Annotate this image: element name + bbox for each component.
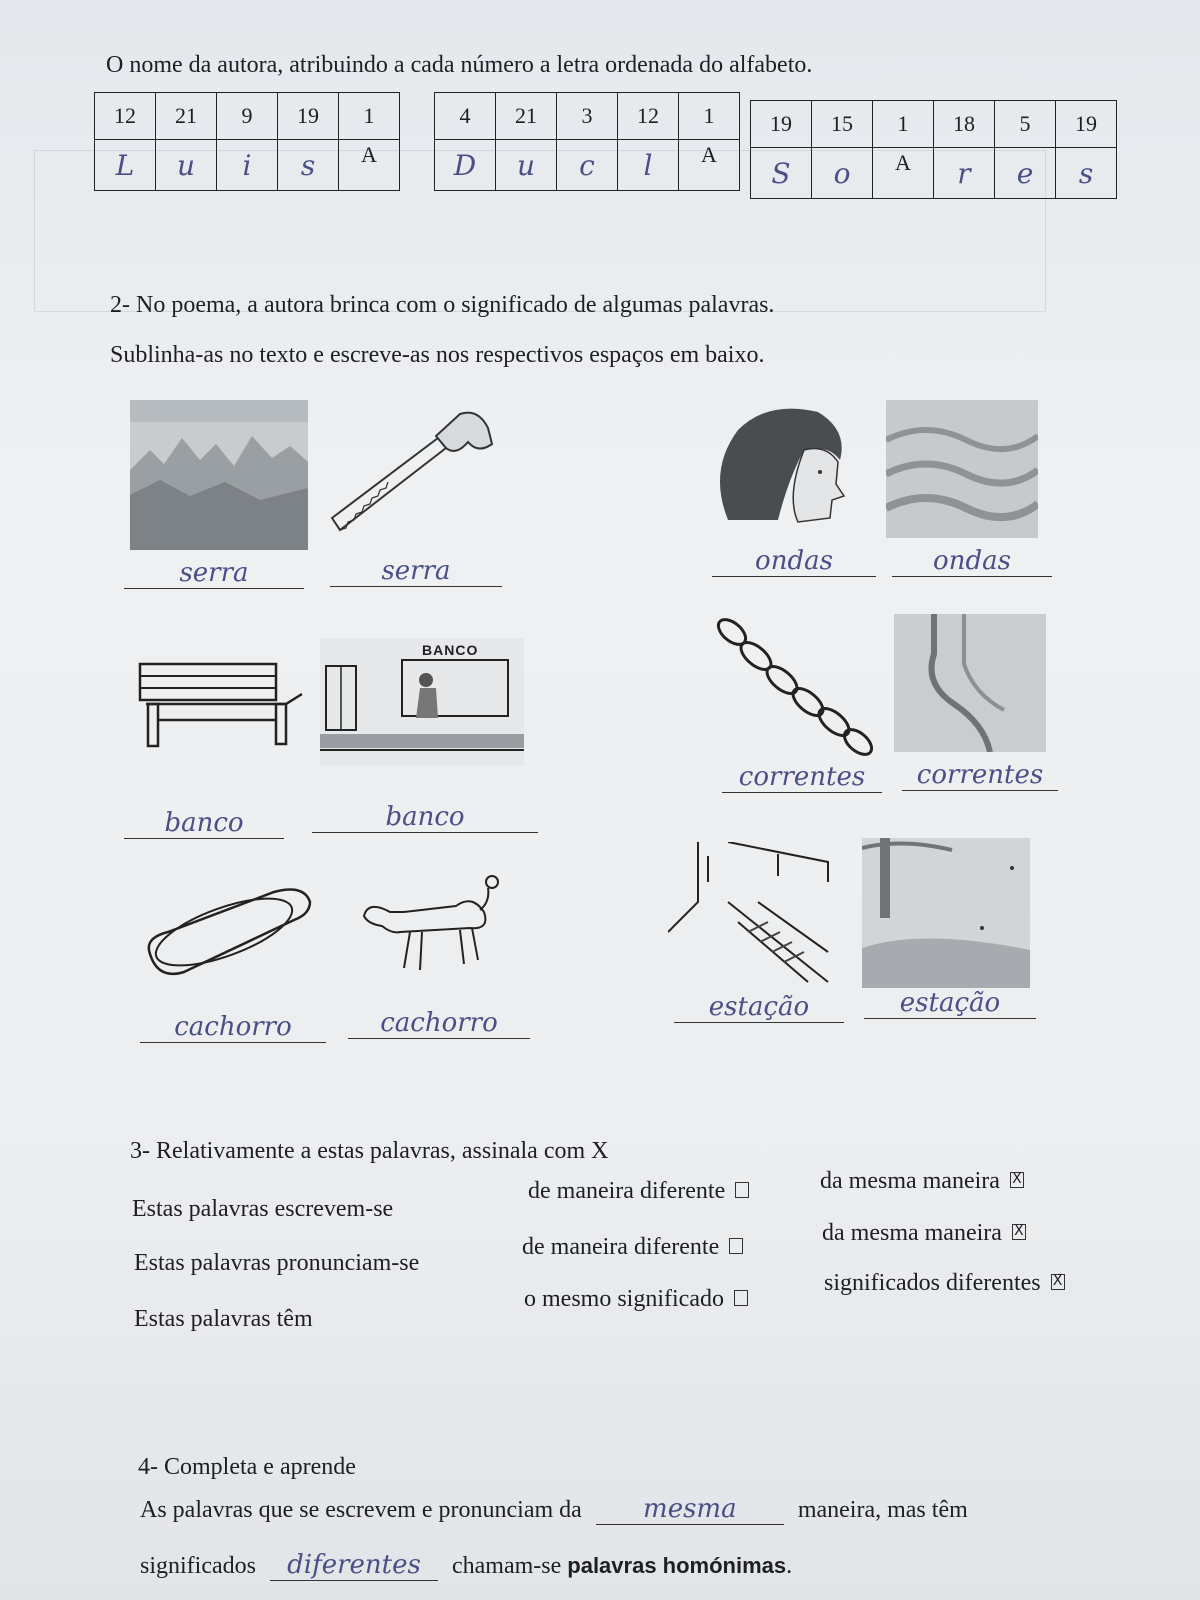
show-through-frame: [34, 150, 1046, 312]
mountains-picture: [130, 400, 308, 550]
row1-option-same[interactable]: [820, 1168, 1024, 1195]
answer-serra-saw[interactable]: serra: [330, 556, 502, 587]
section2-line1: 2- No poema, a autora brinca com o significado de algumas palavras.: [110, 292, 775, 318]
cipher-number: 12: [95, 93, 156, 140]
cipher-letter: D: [435, 140, 496, 191]
curly-hair-picture: [708, 400, 858, 535]
cipher-number: 1: [679, 93, 740, 140]
cipher-number: 9: [217, 93, 278, 140]
section1-instruction: O nome da autora, atribuindo a cada número a letra ordenada do alfabeto.: [106, 52, 813, 78]
saw-picture: [328, 408, 498, 534]
section4-text-part3: significados: [140, 1553, 256, 1579]
section4-line2: [140, 1550, 792, 1581]
cipher-letter: i: [217, 140, 278, 191]
row2-option1-label: de maneira diferente: [522, 1234, 720, 1260]
row3-option1-checkbox[interactable]: [734, 1290, 748, 1306]
cipher-number: 5: [995, 101, 1056, 148]
cipher-letter: u: [156, 140, 217, 191]
cipher-number: 4: [435, 93, 496, 140]
section4-period: .: [786, 1553, 793, 1579]
cipher-letter: A: [339, 140, 400, 191]
answer-ondas-sea[interactable]: ondas: [892, 546, 1052, 577]
answer-cachorro-hotdog[interactable]: cachorro: [140, 1012, 326, 1043]
cipher-letter: S: [751, 148, 812, 199]
answer-serra-mountain[interactable]: serra: [124, 558, 304, 589]
sea-waves-picture: [886, 400, 1038, 538]
hotdog-picture: [144, 880, 316, 982]
homonyms-term: palavras homónimas: [567, 1553, 787, 1578]
cipher-letter: l: [618, 140, 679, 191]
train-station-picture: [668, 842, 838, 992]
cipher-number: 1: [873, 101, 934, 148]
answer-banco-bench[interactable]: banco: [124, 808, 284, 839]
cipher-letter: e: [995, 148, 1056, 199]
row2-option2-checkbox[interactable]: X: [1012, 1224, 1026, 1240]
section2-line2: Sublinha-as no texto e escreve-as nos respectivos espaços em baixo.: [110, 342, 765, 368]
cipher-letter: A: [873, 148, 934, 199]
row3-option2-checkbox[interactable]: X: [1051, 1274, 1065, 1290]
answer-banco-bank[interactable]: banco: [312, 802, 538, 833]
section4-title: 4- Completa e aprende: [138, 1454, 356, 1480]
season-landscape-picture: [862, 838, 1030, 988]
bank-sign-label: BANCO: [422, 642, 479, 658]
row1-option2-label: da mesma maneira: [820, 1168, 1000, 1194]
cipher-number: 12: [618, 93, 679, 140]
row3-option1-label: o mesmo significado: [524, 1286, 724, 1312]
cipher-number: 21: [156, 93, 217, 140]
answer-ondas-hair[interactable]: ondas: [712, 546, 876, 577]
row1-option2-checkbox[interactable]: X: [1010, 1172, 1024, 1188]
cipher-number: 21: [496, 93, 557, 140]
cipher-number: 19: [1056, 101, 1117, 148]
fill-blank-diferentes[interactable]: diferentes: [270, 1550, 438, 1581]
bench-picture: [136, 660, 306, 752]
row2-label: Estas palavras pronunciam-se: [134, 1250, 420, 1276]
water-current-picture: [894, 614, 1046, 752]
section4-text-part1: As palavras que se escrevem e pronunciam da: [140, 1497, 582, 1523]
answer-estacao-train[interactable]: estação: [674, 992, 844, 1023]
section4-text-part4: chamam-se: [451, 1553, 562, 1579]
cipher-number: 3: [557, 93, 618, 140]
row2-option-same[interactable]: [822, 1220, 1026, 1247]
answer-correntes-chain[interactable]: correntes: [722, 762, 882, 793]
cipher-letter: A: [679, 140, 740, 191]
row3-option-same-meaning[interactable]: [524, 1286, 748, 1313]
cipher-letter: s: [1056, 148, 1117, 199]
section4-line1: [140, 1494, 968, 1525]
row2-option2-label: da mesma maneira: [822, 1220, 1002, 1246]
row1-label: Estas palavras escrevem-se: [132, 1196, 394, 1222]
cipher-letter: L: [95, 140, 156, 191]
cipher-number: 18: [934, 101, 995, 148]
cipher-letter: c: [557, 140, 618, 191]
cipher-letter: o: [812, 148, 873, 199]
row3-option2-label: significados diferentes: [824, 1270, 1041, 1296]
row1-option-different[interactable]: [528, 1178, 749, 1205]
row3-option-different-meanings[interactable]: [824, 1270, 1065, 1297]
cipher-letter: s: [278, 140, 339, 191]
cipher-number: 19: [278, 93, 339, 140]
cipher-letter: u: [496, 140, 557, 191]
dog-picture: [360, 872, 510, 992]
cipher-number: 15: [812, 101, 873, 148]
section4-text-part2: maneira, mas têm: [797, 1497, 968, 1523]
answer-cachorro-dog[interactable]: cachorro: [348, 1008, 530, 1039]
row1-option1-label: de maneira diferente: [528, 1178, 726, 1204]
cipher-letter: r: [934, 148, 995, 199]
answer-correntes-water[interactable]: correntes: [902, 760, 1058, 791]
answer-estacao-season[interactable]: estação: [864, 988, 1036, 1019]
row3-label: Estas palavras têm: [134, 1306, 313, 1332]
row2-option-different[interactable]: [522, 1234, 743, 1261]
cipher-number: 1: [339, 93, 400, 140]
row2-option1-checkbox[interactable]: [729, 1238, 743, 1254]
cipher-number: 19: [751, 101, 812, 148]
fill-blank-mesma[interactable]: mesma: [596, 1494, 784, 1525]
section3-title: 3- Relativamente a estas palavras, assinala com X: [130, 1138, 609, 1164]
chain-picture: [716, 618, 876, 758]
row1-option1-checkbox[interactable]: [735, 1182, 749, 1198]
